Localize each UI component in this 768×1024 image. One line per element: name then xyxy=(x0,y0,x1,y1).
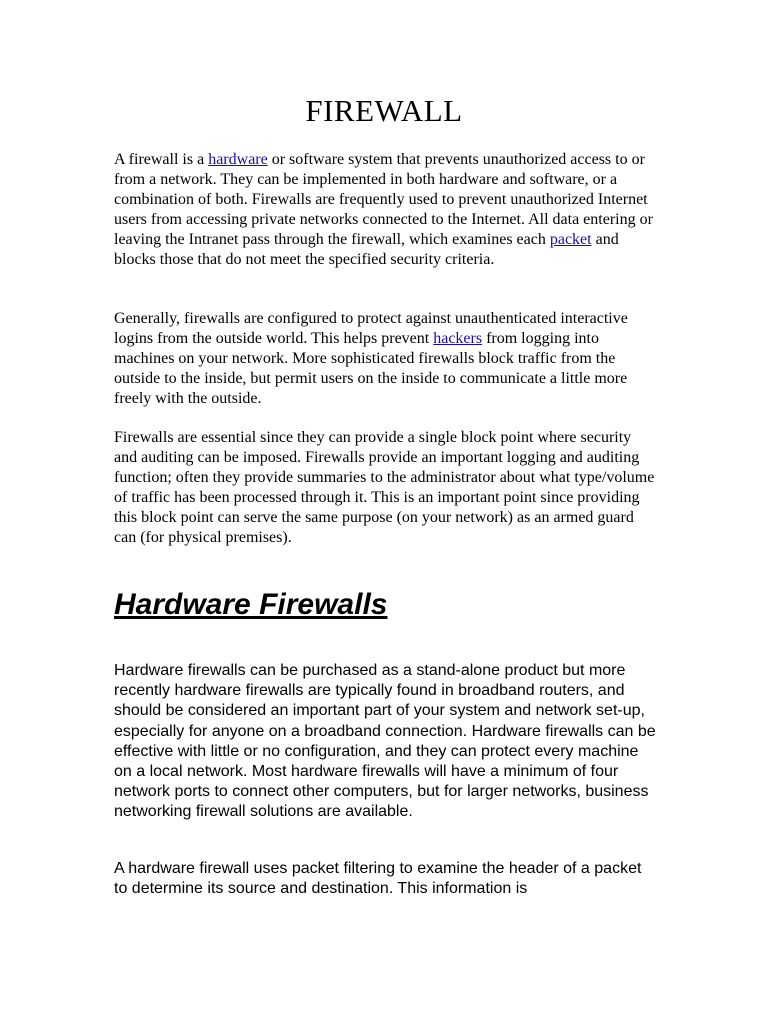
paragraph-text: or software system that prevents unauthorized access to or from a network. They can be implemented in both hardware and software, or a combination of both. Firewalls are frequently used to prevent unauthorized Internet users from accessing private networks connected to the Internet. All data entering or leaving the Intranet pass through the firewall, which examines each xyxy=(114,151,653,248)
intro-paragraph-1 xyxy=(114,150,658,270)
paragraph-text: Generally, firewalls are configured to protect against unauthenticated interactive logins from the outside world. This helps prevent xyxy=(114,310,628,347)
section-heading: Hardware Firewalls xyxy=(114,588,388,621)
hackers-link[interactable]: hackers xyxy=(433,330,483,347)
paragraph-text: and blocks those that do not meet the specified security criteria. xyxy=(114,231,619,268)
packet-link[interactable]: packet xyxy=(549,231,592,248)
section-paragraph-1: Hardware firewalls can be purchased as a stand-alone product but more recently hardware firewalls are typically found in broadband routers, and should be considered an important part of your system and network set-up, especially for anyone on a broadband connection. Hardware firewalls can be effective with little or no configuration, and they can protect every machine on a local network. Most hardware firewalls will have a minimum of four network ports to connect other computers, but for larger networks, business networking firewall solutions are available. xyxy=(114,662,656,821)
hardware-link[interactable]: hardware xyxy=(208,151,268,168)
intro-paragraph-2 xyxy=(114,309,658,409)
section-paragraph-2: A hardware firewall uses packet filtering to examine the header of a packet to determine its source and destination. This information is xyxy=(114,860,642,898)
paragraph-text: from logging into machines on your network. More sophisticated firewalls block traffic from the outside to the inside, but permit users on the inside to communicate a little more freely with the outside. xyxy=(114,330,628,407)
intro-paragraph-3: Firewalls are essential since they can provide a single block point where security and auditing can be imposed. Firewalls provide an important logging and auditing function; often they provide summaries to the administrator about what type/volume of traffic has been processed through it. This is an important point since providing this block point can serve the same purpose (on your network) as an armed guard can (for physical premises). xyxy=(114,429,655,546)
page-title: FIREWALL xyxy=(305,93,463,128)
paragraph-text: A firewall is a xyxy=(114,151,209,168)
